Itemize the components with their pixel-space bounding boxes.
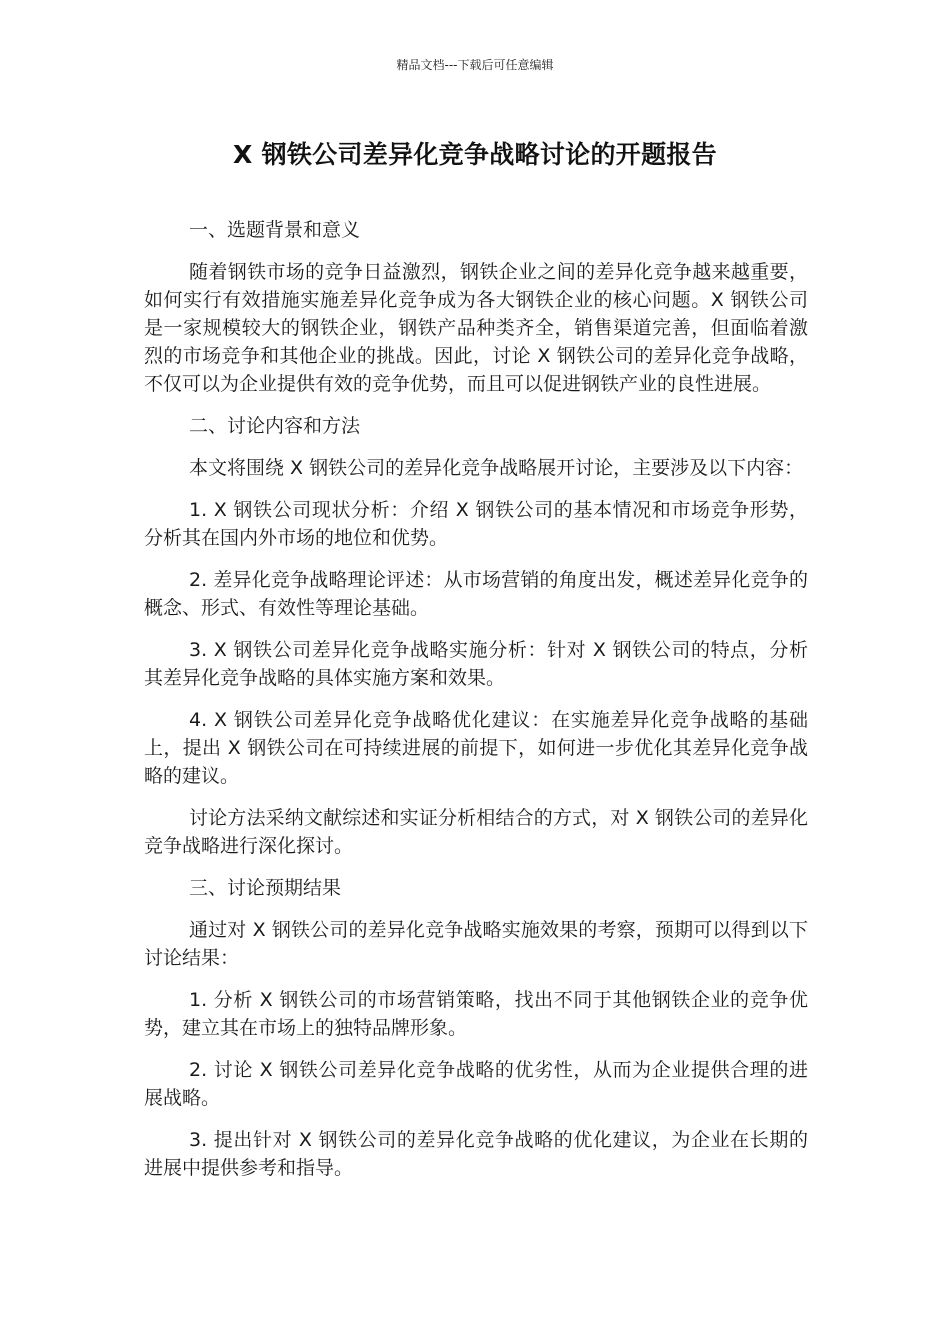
paragraph-results-intro: 通过对 X 钢铁公司的差异化竞争战略实施效果的考察，预期可以得到以下讨论结果：: [144, 919, 808, 969]
paragraph-methods: 讨论方法采纳文献综述和实证分析相结合的方式，对 X 钢铁公司的差异化竞争战略进行深化探讨。: [144, 807, 808, 857]
list-item-content-1: 1. X 钢铁公司现状分析：介绍 X 钢铁公司的基本情况和市场竞争形势，分析其在国内外市场的地位和优势。: [144, 499, 808, 549]
list-item-result-3: 3. 提出针对 X 钢铁公司的差异化竞争战略的优化建议，为企业在长期的进展中提供参考和指导。: [144, 1129, 808, 1179]
list-item-content-4: 4. X 钢铁公司差异化竞争战略优化建议：在实施差异化竞争战略的基础上，提出 X 钢铁公司在可持续进展的前提下，如何进一步优化其差异化竞争战略的建议。: [144, 709, 808, 787]
list-item-result-1: 1. 分析 X 钢铁公司的市场营销策略，找出不同于其他钢铁企业的竞争优势，建立其在市场上的独特品牌形象。: [144, 989, 808, 1039]
document-body: [144, 216, 808, 1196]
list-item-content-3: 3. X 钢铁公司差异化竞争战略实施分析：针对 X 钢铁公司的特点，分析其差异化竞争战略的具体实施方案和效果。: [144, 639, 808, 689]
paragraph-content-intro: 本文将围绕 X 钢铁公司的差异化竞争战略展开讨论，主要涉及以下内容：: [189, 457, 804, 479]
list-item-result-2: 2. 讨论 X 钢铁公司差异化竞争战略的优劣性，从而为企业提供合理的进展战略。: [144, 1059, 808, 1109]
document-title: X 钢铁公司差异化竞争战略讨论的开题报告: [233, 140, 717, 169]
header-note: 精品文档---下载后可任意编辑: [396, 58, 554, 72]
paragraph-background: 随着钢铁市场的竞争日益激烈，钢铁企业之间的差异化竞争越来越重要，如何实行有效措施实施差异化竞争成为各大钢铁企业的核心问题。X 钢铁公司是一家规模较大的钢铁企业，钢铁产品种类齐全，销售渠道完善，但面临着激烈的市场竞争和其他企业的挑战。因此，讨论 X 钢铁公司的差异化竞争战略，不仅可以为企业提供有效的竞争优势，而且可以促进钢铁产业的良性进展。: [144, 261, 808, 395]
section-heading-expected-results: 三、讨论预期结果: [189, 877, 342, 899]
list-item-content-2: 2. 差异化竞争战略理论评述：从市场营销的角度出发，概述差异化竞争的概念、形式、有效性等理论基础。: [144, 569, 808, 619]
section-heading-background: 一、选题背景和意义: [189, 219, 361, 241]
section-heading-content-methods: 二、讨论内容和方法: [189, 415, 361, 437]
